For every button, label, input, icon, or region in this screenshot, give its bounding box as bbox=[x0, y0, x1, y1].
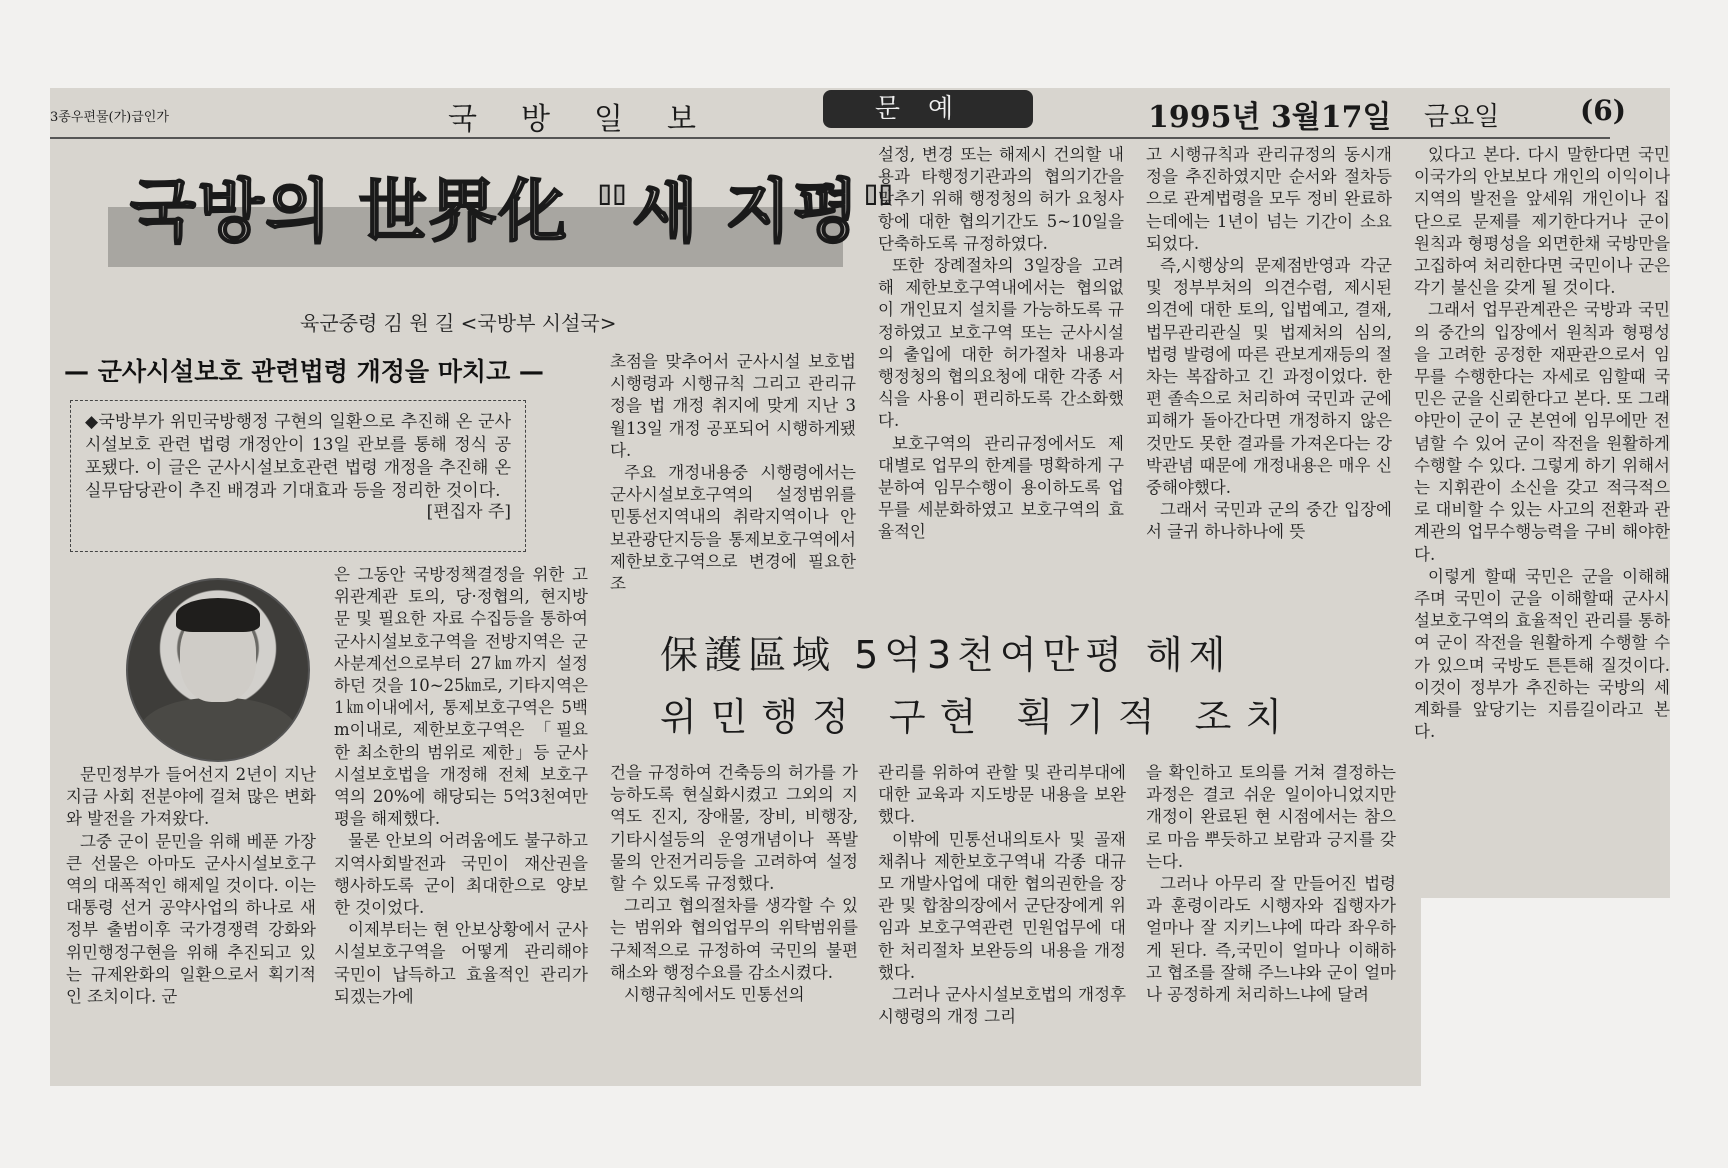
editor-note-tag: [편집자 주] bbox=[426, 502, 511, 522]
editor-note-text: ◆국방부가 위민국방행정 구현의 일환으로 추진해 온 군사시설보호 관련 법령 개정안이 13일 관보를 통해 정식 공포됐다. 이 글은 군사시설보호관련 법령 개정을 추진해 온 실무담당관이 추진 배경과 기대효과 등을 정리한 것이다. bbox=[85, 412, 511, 501]
article-paragraph: 시행규칙에서도 민통선의 bbox=[624, 985, 805, 1005]
issue-date: 1995년 3월17일 bbox=[1148, 100, 1392, 135]
article-paragraph: 그러나 아무리 잘 만들어진 법령과 훈령이라도 시행자와 집행자가 얼마나 잘 지키느냐에 따라 좌우하게 된다. 즉,국민이 얼마나 이해하고 협조를 잘해 주느냐와 군이 얼마나 공정하게 처리하느냐에 달려 bbox=[1146, 874, 1396, 1005]
article-column-1 bbox=[66, 764, 316, 1008]
article-paragraph: 보호구역의 관리규정에서도 제대별로 업무의 한계를 명확하게 구분하여 임무수행이 용이하도록 업무를 세분화하였고 보호구역의 효율적인 bbox=[878, 433, 1124, 542]
article-column-4 bbox=[878, 144, 1124, 544]
editor-note-box bbox=[70, 400, 526, 552]
author-portrait bbox=[126, 578, 310, 762]
article-paragraph: 은 그동안 국방정책결정을 위한 고위관계관 토의, 당·정협의, 현지방문 및 필요한 자료 수집등을 통하여 군사시설보호구역을 전방지역은 군사분계선으로부터 27㎞까지 설정하던 것을 10~25㎞로, 기타지역은 1㎞이내에서, 통제보호구역은 5백m이내로, 제한보호구역은 「필요한 최소한의 범위로 제한」등 군사시설보호법을 개정해 전체 보호구역의 20%에 해당되는 5억3천여만평을 해제했다. bbox=[334, 565, 588, 829]
article-subheadline: — 군사시설보호 관련법령 개정을 마치고 — bbox=[64, 357, 544, 386]
section-badge: 문예 bbox=[823, 90, 1033, 128]
article-paragraph: 그중 군이 문민을 위해 베푼 가장 큰 선물은 아마도 군사시설보호구역의 대폭적인 해제일 것이다. 이는 대통령 선거 공약사업의 하나로 새정부 출범이후 국가경쟁력 강화와 위민행정구현을 위해 추진되고 있는 규제완화의 일환으로서 획기적인 조치이다. 군 bbox=[66, 831, 316, 1007]
page-number: (6) bbox=[1580, 94, 1626, 127]
portrait-shoulders bbox=[138, 698, 298, 762]
article-byline: 육군중령 김 원 길 <국방부 시설국> bbox=[300, 311, 617, 335]
article-column-7 bbox=[610, 762, 858, 1006]
article-paragraph: 그래서 업무관계관은 국방과 국민의 중간의 입장에서 원칙과 형평성을 고려한 공정한 재판관으로서 임무를 수행한다는 자세로 임할때 국민은 군을 신뢰한다고 본다. 또 그래야만이 군이 군 본연에 임무에만 전념할 수 있어 군이 작전을 원활하게 수행할 수 있다. 그렇게 하기 위해서는 지휘관이 소신을 갖고 적극적으로 대비할 수 있는 사고의 전환과 관계관의 업무수행능력을 구비 해야한다. bbox=[1414, 300, 1670, 564]
article-headline: 국방의 世界化 "새 지평" bbox=[130, 173, 899, 252]
postal-registration: 3종우편물(가)급인가 bbox=[50, 110, 169, 125]
article-paragraph: 그리고 협의절차를 생각할 수 있는 범위와 협의업무의 위탁범위를 구체적으로 규정하여 국민의 불편해소와 행정수요를 감소시켰다. bbox=[610, 896, 858, 982]
article-paragraph: 건을 규정하여 건축등의 허가를 가능하도록 현실화시켰고 그외의 지역도 진지, 장애물, 장비, 비행장, 기타시설등의 운영개념이나 폭발물의 안전거리등을 고려하여 설정할 수 있도록 규정했다. bbox=[610, 763, 858, 894]
article-paragraph: 또한 장례절차의 3일장을 고려해 제한보호구역내에서는 협의없이 개인묘지 설치를 가능하도록 규정하였고 보호구역 또는 군사시설의 출입에 대한 허가절차 내용과 행정청의 협의요청에 대한 각종 서식을 사용이 편리하도록 간소화했다. bbox=[878, 256, 1124, 431]
article-column-6 bbox=[1414, 144, 1670, 743]
article-paragraph: 그러나 군사시설보호법의 개정후 시행령의 개정 그리 bbox=[878, 985, 1126, 1027]
pull-quote-line-1: 保護區域 5억3천여만평 해제 bbox=[660, 633, 1232, 677]
article-paragraph: 있다고 본다. 다시 말한다면 국민이국가의 안보보다 개인의 이익이나 지역의 발전을 앞세워 개인이나 집단으로 문제를 제기한다거나 군이 원칙과 형평성을 외면한채 국방만을 고집하여 처리한다면 국민이나 군은 각기 불신을 갖게 될 것이다. bbox=[1414, 145, 1670, 298]
header-rule bbox=[50, 137, 1610, 139]
pull-quote-line-2: 위민행정 구현 획기적 조치 bbox=[660, 695, 1297, 739]
article-column-8 bbox=[878, 762, 1126, 1028]
article-paragraph: 즉,시행상의 문제점반영과 각군 및 정부부처의 의견수렴, 제시된 의견에 대한 토의, 입법예고, 결재, 법무관리관실 및 법제처의 심의, 법령 발령에 따른 관보게재등의 절차는 복잡하고 긴 과정이었다. 한편 졸속으로 처리하여 국민과 군에 피해가 돌아간다면 개정하지 않은 것만도 못한 결과를 가져온다는 강박관념 때문에 개정내용은 매우 신중해야했다. bbox=[1146, 256, 1392, 498]
article-paragraph: 그래서 국민과 군의 중간 입장에서 글귀 하나하나에 뜻 bbox=[1146, 500, 1392, 542]
article-paragraph: 주요 개정내용중 시행령에서는 군사시설보호구역의 설정범위를 민통선지역내의 취락지역이나 안보관광단지등을 통제보호구역에서 제한보호구역으로 변경에 필요한 조 bbox=[610, 463, 856, 594]
article-column-9 bbox=[1146, 762, 1396, 1006]
article-paragraph: 설정, 변경 또는 해제시 건의할 내용과 타행정기관과의 협의기간을 맞추기 위해 행정청의 허가 요청사항에 대한 협의기간도 5~10일을 단축하도록 규정하였다. bbox=[878, 145, 1124, 253]
article-column-3 bbox=[610, 351, 856, 595]
article-paragraph: 초점을 맞추어서 군사시설 보호법 시행령과 시행규칙 그리고 관리규정을 법 개정 취지에 맞게 지난 3월13일 개정 공포되어 시행하게됐다. bbox=[610, 352, 856, 460]
article-paragraph: 을 확인하고 토의를 거쳐 결정하는 과정은 결코 쉬운 일이아니었지만 개정이 완료된 현 시점에서는 참으로 마음 뿌듯하고 보람과 긍지를 갖는다. bbox=[1146, 763, 1396, 871]
article-paragraph: 이렇게 할때 국민은 군을 이해해주며 국민이 군을 이해할때 군사시설보호구역의 효율적인 관리를 통하여 군이 작전을 원활하게 수행할 수가 있으며 국방도 튼튼해 질것이다. 이것이 정부가 추진하는 국방의 세계화를 앞당기는 지름길이라고 본다. bbox=[1414, 566, 1670, 742]
portrait-hair bbox=[176, 598, 260, 632]
article-column-5 bbox=[1146, 144, 1392, 544]
article-paragraph: 물론 안보의 어려움에도 불구하고 지역사회발전과 국민이 재산권을 행사하도록 군이 최대한으로 양보한 것이었다. bbox=[334, 831, 588, 918]
article-paragraph: 이제부터는 현 안보상황에서 군사시설보호구역을 어떻게 관리해야 국민이 납득하고 효율적인 관리가 되겠는가에 bbox=[334, 920, 588, 1006]
article-paragraph: 관리를 위하여 관할 및 관리부대에 대한 교육과 지도방문 내용을 보완했다. bbox=[878, 763, 1126, 827]
issue-weekday: 금요일 bbox=[1424, 102, 1500, 132]
article-paragraph: 고 시행규칙과 관리규정의 동시개정을 추진하였지만 순서와 절차등으로 관계법령을 모두 정비 완료하는데에는 1년이 넘는 기간이 소요되었다. bbox=[1146, 145, 1392, 253]
article-column-2 bbox=[334, 564, 588, 1008]
newspaper-masthead: 국방일보 bbox=[448, 102, 740, 137]
article-paragraph: 문민정부가 들어선지 2년이 지난 지금 사회 전분야에 걸쳐 많은 변화와 발전을 가져왔다. bbox=[66, 765, 316, 829]
article-paragraph: 이밖에 민통선내의토사 및 골재채취나 제한보호구역내 각종 대규모 개발사업에 대한 협의권한을 장관 및 합참의장에서 군단장에게 위임과 보호구역관련 민원업무에 대한 처리절차 보완등의 내용을 개정했다. bbox=[878, 829, 1126, 982]
